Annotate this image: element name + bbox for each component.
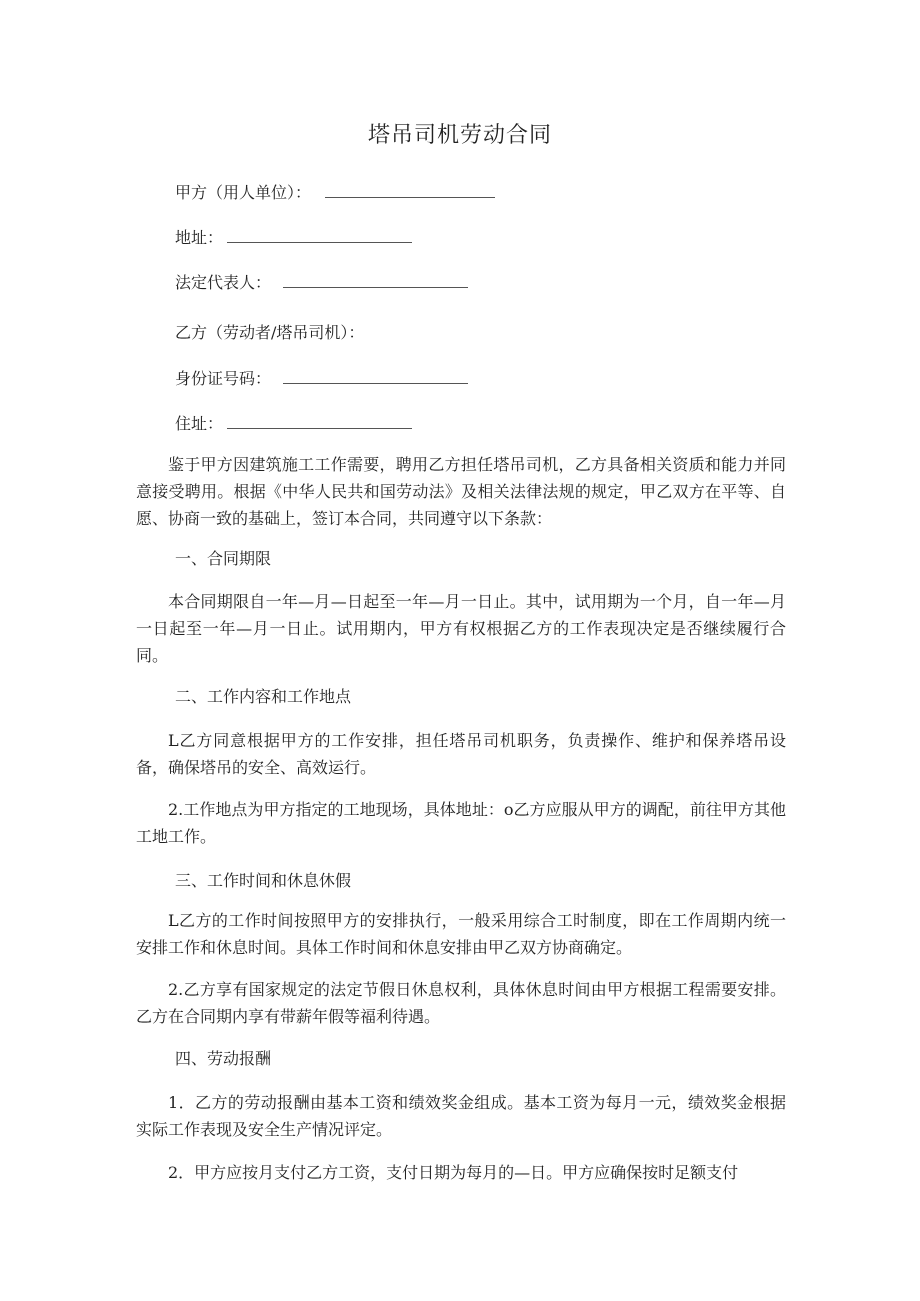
section-3-paragraph-1: L乙方的工作时间按照甲方的安排执行，一般采用综合工时制度，即在工作周期内统一安排工作和休息时间。具体工作时间和休息安排由甲乙双方协商确定。 xyxy=(136,911,786,957)
residence-label: 住址： xyxy=(175,414,224,433)
section-4-paragraph-1: 1．乙方的劳动报酬由基本工资和绩效奖金组成。基本工资为每月一元，绩效奖金根据实际工作表现及安全生产情况评定。 xyxy=(136,1093,786,1139)
legal-rep-field xyxy=(175,270,468,293)
section-3-paragraph-2: 2.乙方享有国家规定的法定节假日休息权利，具体休息时间由甲方根据工程需要安排。乙方在合同期内享有带薪年假等福利待遇。 xyxy=(136,980,786,1026)
party-a-field xyxy=(175,180,495,203)
party-a-label: 甲方（用人单位）： xyxy=(175,183,312,202)
id-number-label: 身份证号码： xyxy=(175,369,272,388)
section-1-heading: 一、合同期限 xyxy=(175,549,272,568)
section-1-paragraph-1: 本合同期限自一年—月—日起至一年—月一日止。其中，试用期为一个月，自一年—月一日起至一年—月一日止。试用期内，甲方有权根据乙方的工作表现决定是否继续履行合同。 xyxy=(136,592,786,665)
section-2-paragraph-1: L乙方同意根据甲方的工作安排，担任塔吊司机职务，负责操作、维护和保养塔吊设备，确保塔吊的安全、高效运行。 xyxy=(136,731,786,777)
address-field xyxy=(175,225,412,248)
section-4-heading: 四、劳动报酬 xyxy=(175,1049,272,1068)
id-number-field xyxy=(175,366,468,389)
address-blank[interactable] xyxy=(227,228,412,243)
legal-rep-blank[interactable] xyxy=(283,273,468,288)
preamble-paragraph: 鉴于甲方因建筑施工工作需要，聘用乙方担任塔吊司机，乙方具备相关资质和能力并同意接受聘用。根据《中华人民共和国劳动法》及相关法律法规的规定，甲乙双方在平等、自愿、协商一致的基础上，签订本合同，共同遵守以下条款： xyxy=(136,455,786,528)
residence-blank[interactable] xyxy=(227,414,412,429)
section-2-heading: 二、工作内容和工作地点 xyxy=(175,687,352,706)
section-3-heading: 三、工作时间和休息休假 xyxy=(175,871,352,890)
party-a-blank[interactable] xyxy=(325,183,495,198)
section-4-paragraph-2: 2．甲方应按月支付乙方工资，支付日期为每月的—日。甲方应确保按时足额支付 xyxy=(168,1163,739,1182)
address-label: 地址： xyxy=(175,228,224,247)
party-b-label: 乙方（劳动者/塔吊司机）： xyxy=(175,323,365,342)
party-b-field xyxy=(175,320,364,343)
id-number-blank[interactable] xyxy=(283,369,468,384)
legal-rep-label: 法定代表人： xyxy=(175,273,272,292)
document-title: 塔吊司机劳动合同 xyxy=(367,123,552,148)
residence-field xyxy=(175,411,412,434)
section-2-paragraph-2: 2.工作地点为甲方指定的工地现场，具体地址：o乙方应服从甲方的调配，前往甲方其他工地工作。 xyxy=(136,800,786,846)
